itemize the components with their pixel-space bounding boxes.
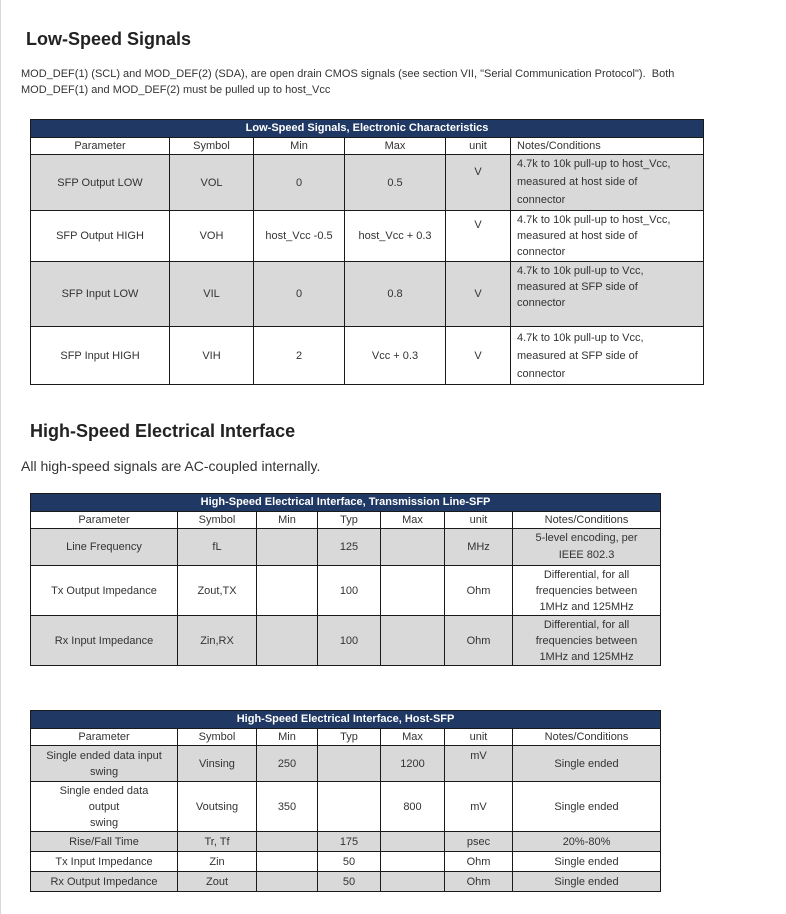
parameter-line: swing: [89, 765, 119, 778]
parameter-cell: SFP Input HIGH: [31, 327, 170, 385]
notes-line: measured at host side of: [517, 176, 638, 188]
typ-cell: 50: [318, 872, 381, 892]
notes-line: Differential, for all: [543, 618, 630, 631]
table3-header-symbol: Symbol: [178, 729, 257, 746]
typ-cell: 100: [318, 566, 381, 616]
low-speed-intro-line-2: MOD_DEF(1) and MOD_DEF(2) must be pulled up to host_Vcc: [21, 84, 331, 96]
table3-header-max: Max: [381, 729, 445, 746]
symbol-cell: Zin,RX: [178, 616, 257, 666]
notes-cell: [513, 616, 661, 666]
host-sfp-table: [30, 710, 661, 892]
notes-line: measured at SFP side of: [517, 281, 638, 293]
table2-header-parameter: Parameter: [31, 512, 178, 529]
min-cell: [257, 832, 318, 852]
notes-line: frequencies between: [535, 634, 638, 647]
table-row: [31, 529, 661, 566]
symbol-cell: Zin: [178, 852, 257, 872]
symbol-cell: VIL: [170, 262, 254, 327]
min-cell: 350: [257, 782, 318, 832]
notes-cell: [513, 566, 661, 616]
parameter-line: Single ended data input: [46, 749, 162, 762]
min-cell: 0: [254, 262, 345, 327]
parameter-cell: [31, 746, 178, 782]
notes-line: frequencies between: [535, 584, 638, 597]
table1-header-max: Max: [345, 138, 446, 155]
notes-cell: Single ended: [513, 746, 661, 782]
symbol-cell: Voutsing: [178, 782, 257, 832]
max-cell: 800: [381, 782, 445, 832]
unit-cell: mV: [445, 746, 513, 782]
low-speed-signals-heading: Low-Speed Signals: [26, 29, 192, 49]
min-cell: [257, 529, 318, 566]
parameter-cell: SFP Output LOW: [31, 155, 170, 211]
table2-header-max: Max: [381, 512, 445, 529]
unit-cell: V: [446, 262, 511, 327]
max-cell: 1200: [381, 746, 445, 782]
table-row: [31, 262, 704, 327]
table3-header-notes: Notes/Conditions: [513, 729, 661, 746]
typ-cell: [318, 746, 381, 782]
low-speed-intro: [21, 66, 753, 98]
transmission-line-table: [30, 493, 661, 666]
min-cell: [257, 852, 318, 872]
unit-cell: mV: [445, 782, 513, 832]
table1-caption: Low-Speed Signals, Electronic Characteristics: [31, 120, 704, 138]
parameter-cell: SFP Output HIGH: [31, 211, 170, 262]
min-cell: [257, 872, 318, 892]
typ-cell: 175: [318, 832, 381, 852]
unit-cell: Ohm: [445, 852, 513, 872]
parameter-cell: Tx Input Impedance: [31, 852, 178, 872]
symbol-cell: fL: [178, 529, 257, 566]
notes-cell: [511, 211, 704, 262]
table2-header-typ: Typ: [318, 512, 381, 529]
table1-header-symbol: Symbol: [170, 138, 254, 155]
symbol-cell: Zout: [178, 872, 257, 892]
table-row: [31, 327, 704, 385]
parameter-cell: Rx Output Impedance: [31, 872, 178, 892]
max-cell: [381, 852, 445, 872]
min-cell: 0: [254, 155, 345, 211]
parameter-line: swing: [89, 816, 119, 829]
notes-line: 4.7k to 10k pull-up to host_Vcc,: [517, 158, 671, 170]
max-cell: 0.5: [345, 155, 446, 211]
table-row: [31, 832, 661, 852]
table2-header-unit: unit: [445, 512, 513, 529]
parameter-cell: Tx Output Impedance: [31, 566, 178, 616]
table3-header-min: Min: [257, 729, 318, 746]
notes-line: connector: [517, 194, 566, 206]
notes-cell: Single ended: [513, 852, 661, 872]
parameter-cell: SFP Input LOW: [31, 262, 170, 327]
table-row: [31, 566, 661, 616]
symbol-cell: Tr, Tf: [178, 832, 257, 852]
low-speed-signals-table: [30, 119, 704, 385]
notes-cell: Single ended: [513, 872, 661, 892]
symbol-cell: Vinsing: [178, 746, 257, 782]
table2-caption: High-Speed Electrical Interface, Transmission Line-SFP: [31, 494, 661, 512]
parameter-cell: Rise/Fall Time: [31, 832, 178, 852]
min-cell: [257, 566, 318, 616]
max-cell: [381, 616, 445, 666]
notes-cell: [511, 327, 704, 385]
notes-line: 4.7k to 10k pull-up to host_Vcc,: [517, 214, 671, 226]
max-cell: [381, 872, 445, 892]
table2-header-symbol: Symbol: [178, 512, 257, 529]
notes-cell: [511, 262, 704, 327]
typ-cell: 100: [318, 616, 381, 666]
table1-header-min: Min: [254, 138, 345, 155]
table3-caption: High-Speed Electrical Interface, Host-SFP: [31, 711, 661, 729]
notes-line: measured at SFP side of: [517, 349, 638, 362]
typ-cell: 50: [318, 852, 381, 872]
unit-cell: V: [446, 155, 511, 211]
table2-header-notes: Notes/Conditions: [513, 512, 661, 529]
table-row: [31, 211, 704, 262]
high-speed-interface-heading: High-Speed Electrical Interface: [30, 421, 296, 441]
table2-header-min: Min: [257, 512, 318, 529]
notes-line: 5-level encoding, per: [535, 532, 638, 544]
notes-cell: [513, 529, 661, 566]
unit-cell: Ohm: [445, 616, 513, 666]
typ-cell: [318, 782, 381, 832]
parameter-cell: [31, 782, 178, 832]
min-cell: 2: [254, 327, 345, 385]
low-speed-intro-line-1: MOD_DEF(1) (SCL) and MOD_DEF(2) (SDA), are open drain CMOS signals (see section VII, "Serial Communication Protocol"). Both: [21, 68, 675, 80]
notes-line: IEEE 802.3: [558, 549, 615, 561]
notes-line: 4.7k to 10k pull-up to Vcc,: [517, 331, 644, 344]
table-row: [31, 616, 661, 666]
notes-line: connector: [517, 367, 566, 380]
notes-line: 4.7k to 10k pull-up to Vcc,: [517, 265, 644, 277]
unit-cell: Ohm: [445, 872, 513, 892]
unit-cell: V: [446, 211, 511, 262]
table-row: [31, 782, 661, 832]
notes-cell: 20%-80%: [513, 832, 661, 852]
notes-cell: Single ended: [513, 782, 661, 832]
max-cell: [381, 566, 445, 616]
table3-header-parameter: Parameter: [31, 729, 178, 746]
parameter-cell: Rx Input Impedance: [31, 616, 178, 666]
notes-cell: [511, 155, 704, 211]
min-cell: host_Vcc -0.5: [254, 211, 345, 262]
max-cell: [381, 529, 445, 566]
typ-cell: 125: [318, 529, 381, 566]
notes-line: 1MHz and 125MHz: [539, 600, 634, 613]
symbol-cell: Zout,TX: [178, 566, 257, 616]
notes-line: connector: [517, 246, 566, 258]
symbol-cell: VIH: [170, 327, 254, 385]
max-cell: 0.8: [345, 262, 446, 327]
max-cell: host_Vcc + 0.3: [345, 211, 446, 262]
unit-cell: Ohm: [445, 566, 513, 616]
unit-cell: V: [446, 327, 511, 385]
notes-line: Differential, for all: [543, 568, 630, 581]
table1-header-parameter: Parameter: [31, 138, 170, 155]
parameter-line: output: [88, 800, 120, 813]
max-cell: Vcc + 0.3: [345, 327, 446, 385]
min-cell: [257, 616, 318, 666]
page-left-border: [0, 0, 1, 914]
symbol-cell: VOL: [170, 155, 254, 211]
table1-header-notes: Notes/Conditions: [511, 138, 704, 155]
table-row: [31, 852, 661, 872]
table3-header-unit: unit: [445, 729, 513, 746]
table1-header-unit: unit: [446, 138, 511, 155]
table-row: [31, 872, 661, 892]
symbol-cell: VOH: [170, 211, 254, 262]
notes-line: measured at host side of: [517, 230, 638, 242]
parameter-line: Single ended data: [59, 784, 149, 797]
table3-header-typ: Typ: [318, 729, 381, 746]
unit-cell: psec: [445, 832, 513, 852]
max-cell: [381, 832, 445, 852]
high-speed-intro: All high-speed signals are AC-coupled internally.: [21, 458, 321, 474]
unit-cell: MHz: [445, 529, 513, 566]
min-cell: 250: [257, 746, 318, 782]
table-row: [31, 746, 661, 782]
parameter-cell: Line Frequency: [31, 529, 178, 566]
notes-line: 1MHz and 125MHz: [539, 650, 634, 663]
table-row: [31, 155, 704, 211]
notes-line: connector: [517, 297, 566, 309]
